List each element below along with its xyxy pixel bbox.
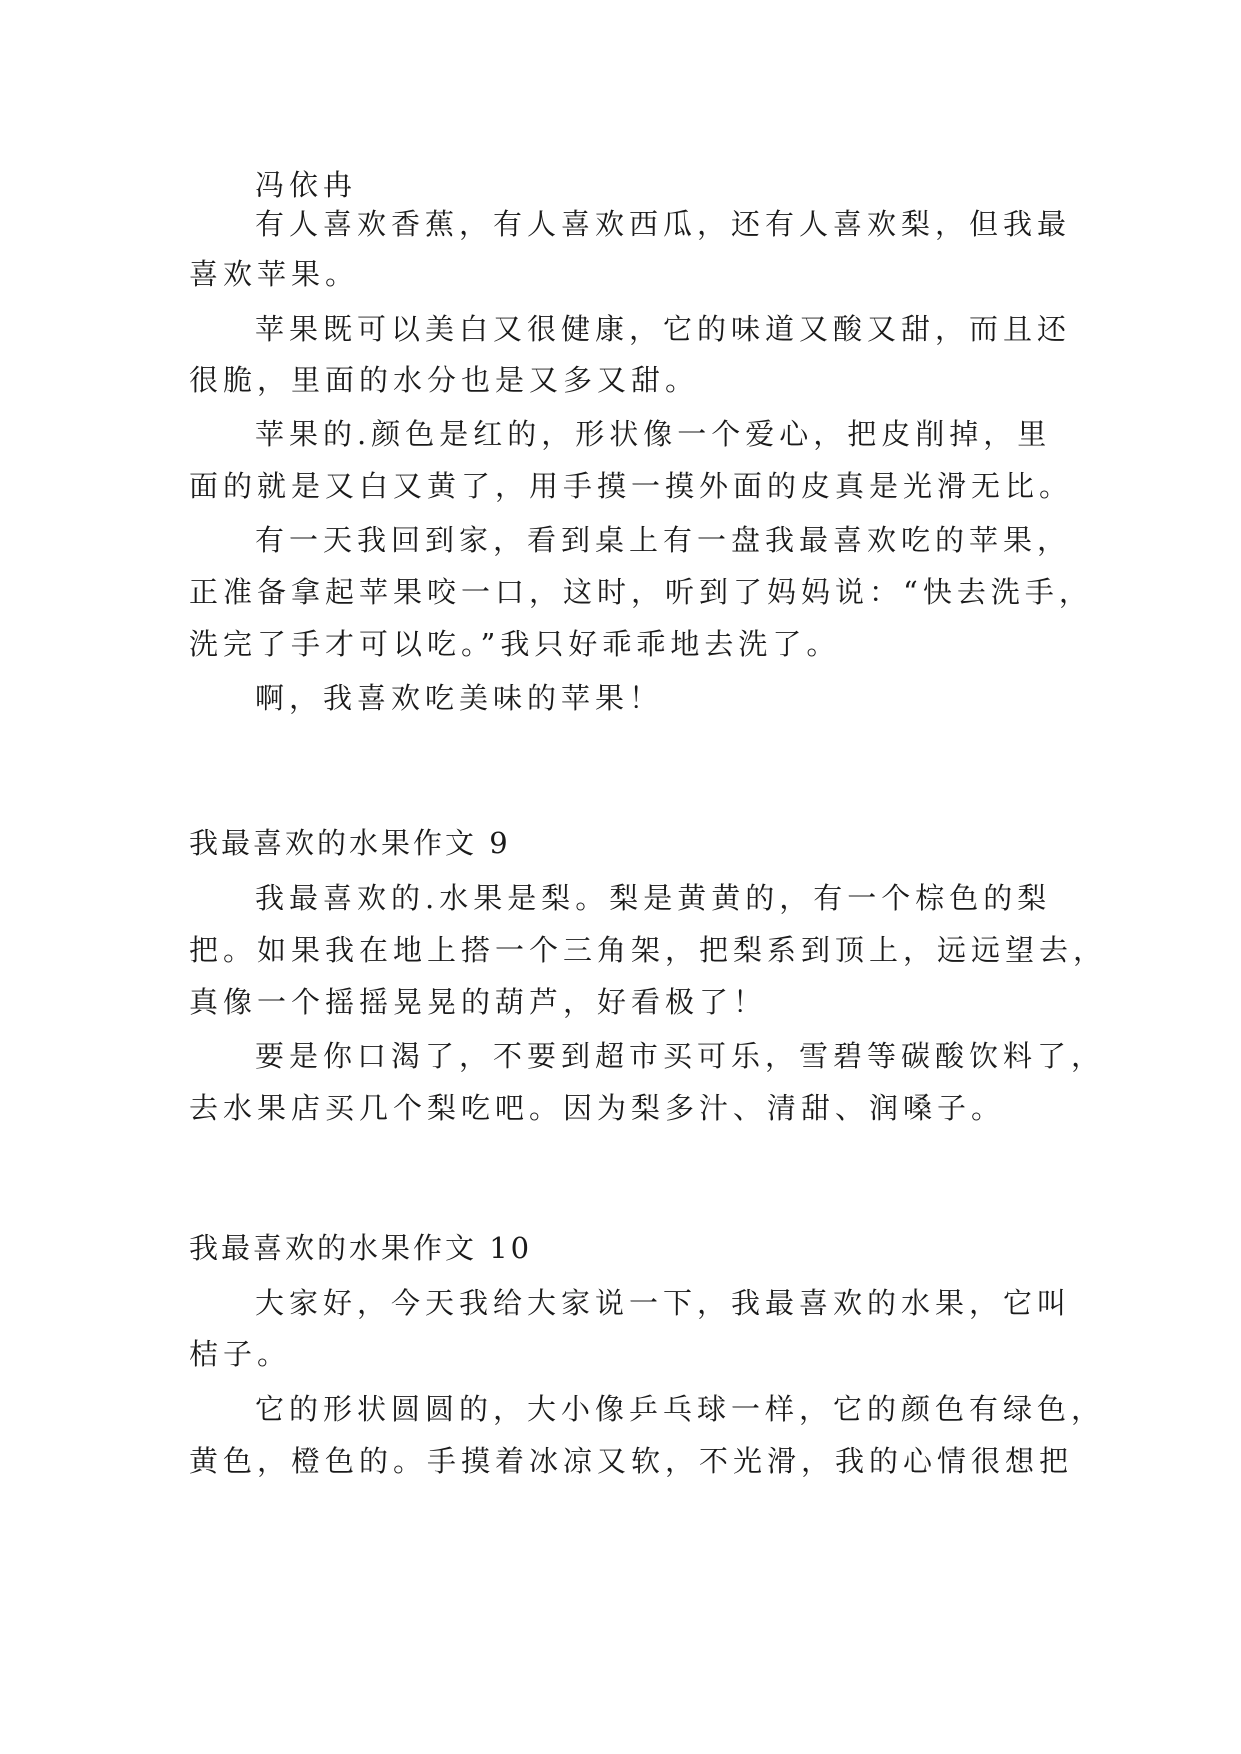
- author-name: 冯依冉: [255, 168, 358, 202]
- paragraph-line: 我最喜欢的.水果是梨。梨是黄黄的，有一个棕色的梨: [255, 881, 1052, 915]
- paragraph-line: 正准备拿起苹果咬一口，这时，听到了妈妈说：“快去洗手，: [189, 575, 1093, 609]
- paragraph-line: 去水果店买几个梨吃吧。因为梨多汁、清甜、润嗓子。: [189, 1091, 1006, 1125]
- paragraph-line: 啊，我喜欢吃美味的苹果！: [255, 681, 664, 715]
- paragraph-line: 要是你口渴了，不要到超市买可乐，雪碧等碳酸饮料了，: [255, 1039, 1106, 1073]
- section-title: 我最喜欢的水果作文 10: [189, 1231, 533, 1265]
- paragraph-line: 苹果既可以美白又很健康，它的味道又酸又甜，而且还: [255, 312, 1072, 346]
- paragraph-line: 桔子。: [189, 1337, 292, 1371]
- paragraph-line: 洗完了手才可以吃。”我只好乖乖地去洗了。: [189, 627, 841, 661]
- paragraph-line: 喜欢苹果。: [189, 257, 360, 291]
- paragraph-line: 它的形状圆圆的，大小像乒乓球一样，它的颜色有绿色，: [255, 1392, 1106, 1426]
- paragraph-line: 黄色，橙色的。手摸着冰凉又软，不光滑，我的心情很想把: [189, 1444, 1074, 1478]
- paragraph-line: 大家好，今天我给大家说一下，我最喜欢的水果，它叫: [255, 1286, 1072, 1320]
- paragraph-line: 真像一个摇摇晃晃的葫芦，好看极了！: [189, 985, 768, 1019]
- paragraph-line: 把。如果我在地上搭一个三角架，把梨系到顶上，远远望去，: [189, 933, 1108, 967]
- paragraph-line: 有人喜欢香蕉，有人喜欢西瓜，还有人喜欢梨，但我最: [255, 207, 1072, 241]
- section-title: 我最喜欢的水果作文 9: [189, 826, 511, 860]
- paragraph-line: 面的就是又白又黄了，用手摸一摸外面的皮真是光滑无比。: [189, 469, 1074, 503]
- paragraph-line: 苹果的.颜色是红的，形状像一个爱心，把皮削掉，里: [255, 417, 1052, 451]
- paragraph-line: 有一天我回到家，看到桌上有一盘我最喜欢吃的苹果，: [255, 523, 1072, 557]
- paragraph-line: 很脆，里面的水分也是又多又甜。: [189, 363, 700, 397]
